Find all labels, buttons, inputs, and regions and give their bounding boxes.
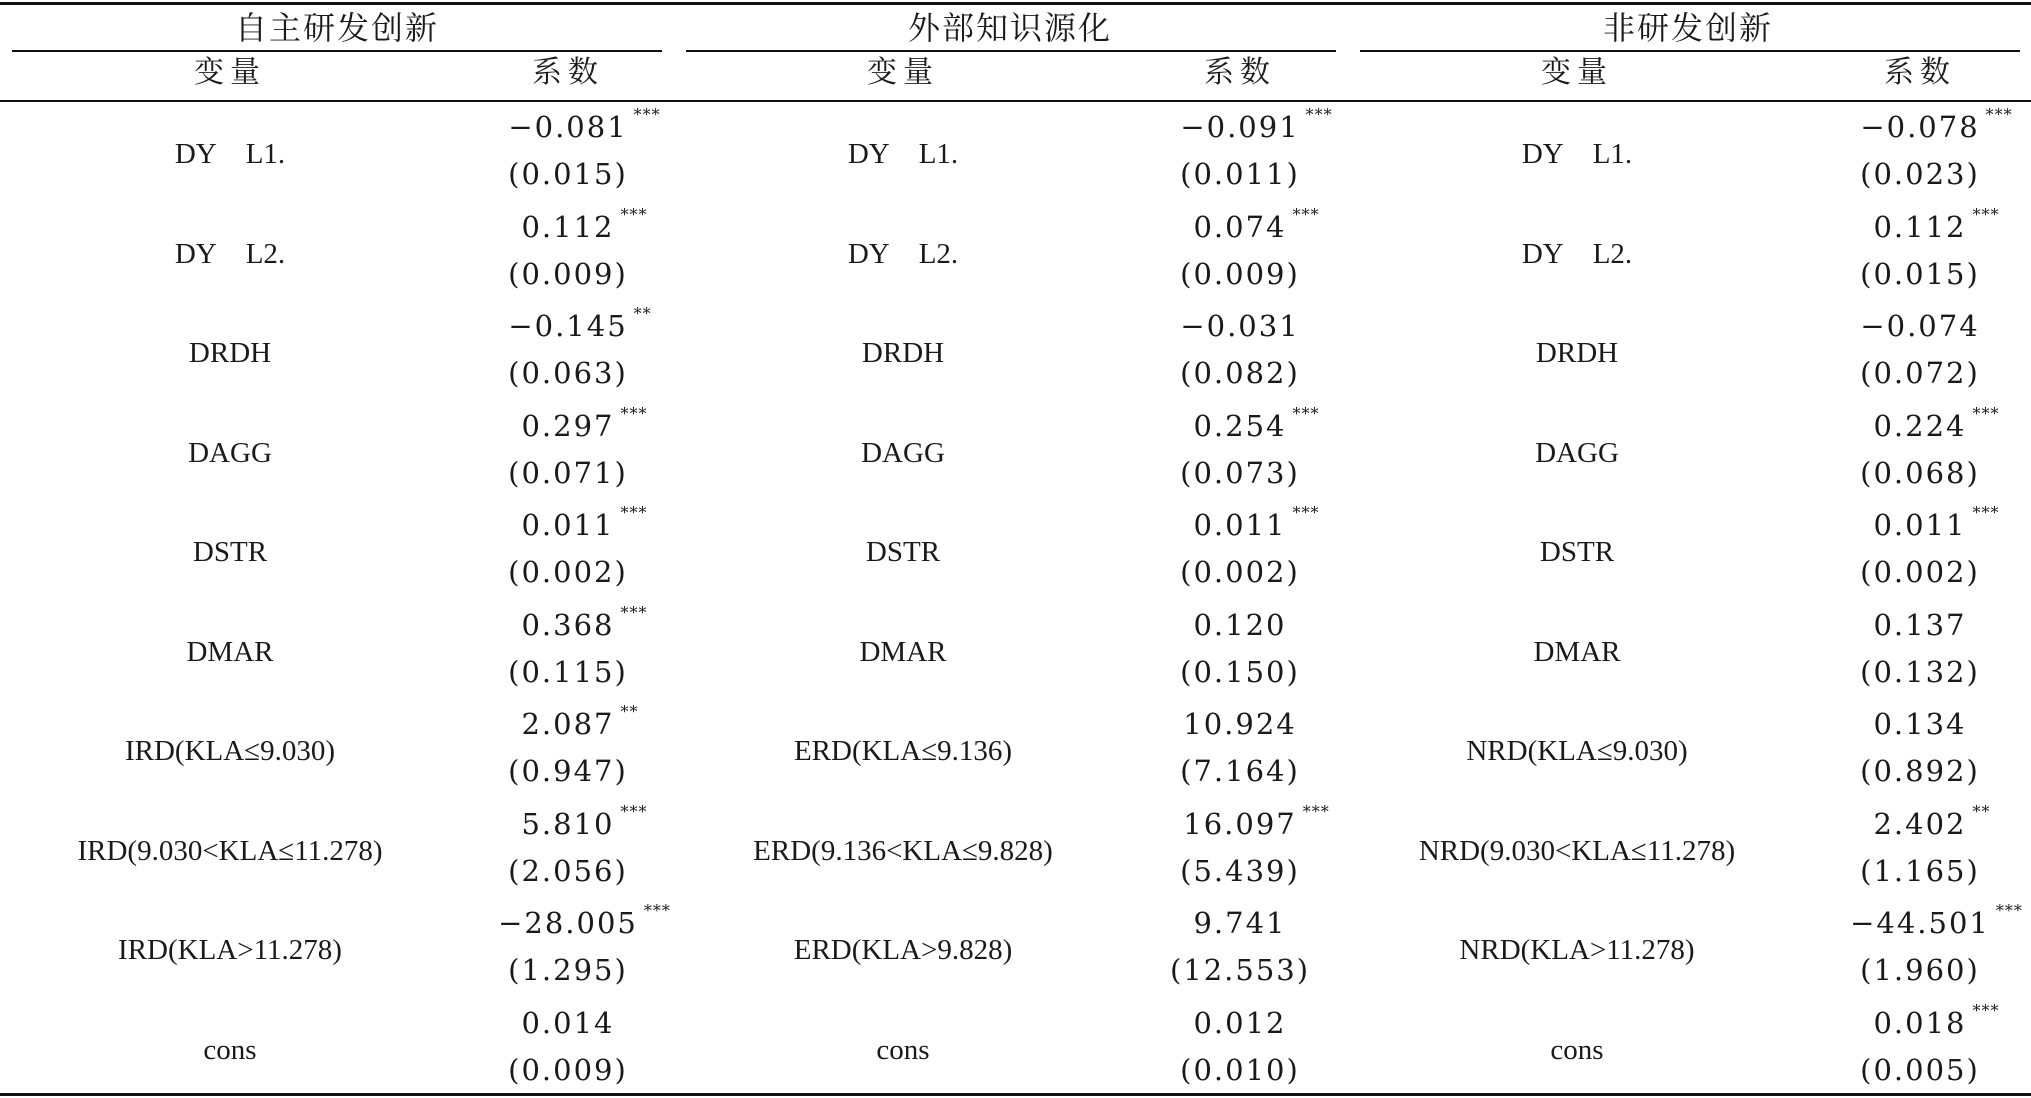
- standard-error: (0.010): [1180, 1052, 1300, 1087]
- standard-error: (0.023): [1860, 157, 1980, 191]
- group-underline-3: [1360, 50, 2020, 52]
- significance-stars: ***: [1305, 105, 1333, 124]
- coefficient-number: −0.074: [1860, 309, 1980, 343]
- standard-error: (0.011): [1180, 157, 1300, 191]
- significance-stars: ***: [1292, 204, 1320, 224]
- variable-name: DSTR: [1539, 536, 1615, 568]
- variable-name: ERD(KLA>9.828): [793, 934, 1013, 966]
- significance-stars: ***: [1972, 1000, 2000, 1020]
- group-underline-1: [12, 50, 662, 52]
- coefficient-value: [521, 702, 639, 741]
- standard-error: (1.960): [1860, 953, 1980, 987]
- coefficient-number: −44.501: [1850, 906, 1990, 940]
- standard-error: (1.165): [1860, 853, 1980, 888]
- group-title-independent-rd: 自主研发创新: [234, 9, 440, 47]
- standard-error: (0.150): [1180, 654, 1300, 689]
- coefficient-number: 16.097: [1183, 806, 1297, 841]
- significance-stars: **: [633, 304, 652, 323]
- significance-stars: ***: [633, 105, 661, 124]
- header-coefficient-3: 系数: [1884, 55, 1956, 90]
- coefficient-value: [1873, 403, 2000, 443]
- standard-error: (0.009): [508, 1052, 628, 1087]
- variable-name: ERD(9.136<KLA≤9.828): [753, 834, 1053, 867]
- header-rule: [0, 100, 2031, 102]
- variable-name: DY L2.: [174, 237, 286, 270]
- coefficient-number: 0.120: [1193, 607, 1287, 642]
- coefficient-number: 0.368: [521, 607, 615, 642]
- coefficient-number: −28.005: [498, 906, 638, 940]
- coefficient-value: [521, 1005, 615, 1040]
- significance-stars: ***: [643, 901, 671, 920]
- significance-stars: ***: [1292, 403, 1320, 423]
- significance-stars: ***: [1972, 503, 2000, 522]
- coefficient-number: 0.011: [521, 508, 615, 542]
- standard-error: (0.002): [1180, 555, 1300, 589]
- standard-error: (1.295): [508, 953, 628, 987]
- significance-stars: **: [620, 702, 639, 721]
- coefficient-value: [521, 602, 648, 642]
- variable-name: NRD(KLA>11.278): [1459, 934, 1695, 966]
- variable-name: DMAR: [1533, 635, 1621, 668]
- coefficient-value: [1193, 906, 1287, 940]
- coefficient-value: [1193, 403, 1320, 443]
- coefficient-value: [521, 204, 648, 244]
- coefficient-value: [1860, 309, 1980, 343]
- significance-stars: ***: [620, 801, 648, 821]
- standard-error: (0.892): [1860, 754, 1980, 788]
- coefficient-number: 0.112: [1873, 209, 1967, 244]
- standard-error: (0.068): [1860, 455, 1980, 490]
- variable-name: DAGG: [1535, 436, 1619, 469]
- coefficient-value: [1873, 204, 2000, 244]
- coefficient-value: [1873, 607, 1967, 642]
- coefficient-value: [1193, 1005, 1287, 1040]
- coefficient-number: 0.012: [1193, 1005, 1287, 1040]
- coefficient-number: 0.011: [1193, 508, 1287, 542]
- variable-name: NRD(9.030<KLA≤11.278): [1418, 834, 1736, 867]
- coefficient-value: [1183, 707, 1297, 741]
- coefficient-number: 0.137: [1873, 607, 1967, 642]
- coefficient-value: [498, 901, 671, 940]
- coefficient-value: [1193, 503, 1320, 542]
- variable-name: DRDH: [1535, 337, 1619, 369]
- standard-error: (5.439): [1180, 853, 1300, 888]
- coefficient-number: 9.741: [1193, 906, 1287, 940]
- variable-name: cons: [203, 1033, 257, 1066]
- coefficient-value: [508, 304, 652, 343]
- coefficient-value: [1873, 1000, 2000, 1040]
- coefficient-value: [521, 801, 648, 841]
- coefficient-number: 0.224: [1873, 408, 1967, 443]
- standard-error: (0.009): [508, 256, 628, 291]
- standard-error: (0.002): [508, 555, 628, 589]
- standard-error: (2.056): [508, 853, 628, 888]
- header-variable-3: 变量: [1541, 55, 1613, 90]
- variable-name: cons: [876, 1033, 930, 1066]
- significance-stars: ***: [1972, 403, 2000, 423]
- coefficient-value: [1850, 901, 2023, 940]
- group-title-non-rd: 非研发创新: [1602, 9, 1774, 47]
- standard-error: (0.071): [508, 455, 628, 490]
- header-coefficient-1: 系数: [532, 55, 604, 90]
- coefficient-value: [1180, 309, 1300, 343]
- coefficient-value: [1860, 105, 2013, 144]
- variable-name: DAGG: [188, 436, 272, 469]
- coefficient-number: −0.081: [508, 110, 628, 144]
- coefficient-number: 0.074: [1193, 209, 1287, 244]
- variable-name: cons: [1550, 1033, 1604, 1066]
- standard-error: (0.082): [1180, 356, 1300, 390]
- variable-name: DY L2.: [847, 237, 959, 270]
- group-title-external-knowledge: 外部知识源化: [907, 9, 1113, 47]
- variable-name: DMAR: [859, 635, 947, 668]
- coefficient-number: −0.091: [1180, 110, 1300, 144]
- variable-name: DY L1.: [847, 138, 959, 170]
- coefficient-number: 0.112: [521, 209, 615, 244]
- coefficient-number: −0.031: [1180, 309, 1300, 343]
- variable-name: IRD(KLA>11.278): [118, 934, 342, 966]
- coefficient-number: −0.145: [508, 309, 628, 343]
- header-coefficient-2: 系数: [1204, 55, 1276, 90]
- standard-error: (0.947): [508, 754, 628, 788]
- header-variable-2: 变量: [867, 55, 939, 90]
- coefficient-number: 2.402: [1873, 806, 1967, 841]
- standard-error: (0.072): [1860, 356, 1980, 390]
- significance-stars: ***: [620, 403, 648, 423]
- variable-name: DRDH: [861, 337, 945, 369]
- standard-error: (0.009): [1180, 256, 1300, 291]
- coefficient-value: [1193, 607, 1287, 642]
- coefficient-value: [1873, 801, 1991, 841]
- coefficient-value: [521, 503, 648, 542]
- coefficient-number: −0.078: [1860, 110, 1980, 144]
- significance-stars: ***: [620, 503, 648, 522]
- coefficient-number: 0.297: [521, 408, 615, 443]
- standard-error: (0.063): [508, 356, 628, 390]
- variable-name: DSTR: [865, 536, 941, 568]
- coefficient-value: [1193, 204, 1320, 244]
- significance-stars: ***: [1995, 901, 2023, 920]
- significance-stars: ***: [620, 204, 648, 224]
- coefficient-number: 5.810: [521, 806, 615, 841]
- significance-stars: ***: [1985, 105, 2013, 124]
- bottom-rule: [0, 1093, 2031, 1096]
- standard-error: (0.015): [1860, 256, 1980, 291]
- header-variable-1: 变量: [194, 55, 266, 90]
- significance-stars: ***: [1292, 503, 1320, 522]
- variable-name: IRD(9.030<KLA≤11.278): [77, 834, 383, 867]
- variable-name: DY L2.: [1521, 237, 1633, 270]
- standard-error: (0.115): [508, 654, 628, 689]
- variable-name: NRD(KLA≤9.030): [1466, 735, 1688, 767]
- standard-error: (7.164): [1180, 754, 1300, 788]
- top-rule: [0, 2, 2031, 5]
- coefficient-number: 2.087: [521, 707, 615, 741]
- coefficient-value: [1873, 503, 2000, 542]
- coefficient-number: 10.924: [1183, 707, 1297, 741]
- coefficient-value: [1180, 105, 1333, 144]
- coefficient-number: 0.014: [521, 1005, 615, 1040]
- variable-name: DSTR: [192, 536, 268, 568]
- coefficient-value: [1183, 801, 1330, 841]
- significance-stars: ***: [620, 602, 648, 622]
- coefficient-number: 0.134: [1873, 707, 1967, 741]
- variable-name: ERD(KLA≤9.136): [793, 735, 1013, 767]
- coefficient-number: 0.254: [1193, 408, 1287, 443]
- coefficient-value: [508, 105, 661, 144]
- standard-error: (0.002): [1860, 555, 1980, 589]
- standard-error: (0.015): [508, 157, 628, 191]
- significance-stars: ***: [1302, 801, 1330, 821]
- coefficient-value: [521, 403, 648, 443]
- standard-error: (0.132): [1860, 654, 1980, 689]
- coefficient-value: [1873, 707, 1967, 741]
- standard-error: (0.073): [1180, 455, 1300, 490]
- variable-name: DAGG: [861, 436, 945, 469]
- coefficient-number: 0.018: [1873, 1005, 1967, 1040]
- group-underline-2: [686, 50, 1336, 52]
- variable-name: DMAR: [186, 635, 274, 668]
- coefficient-number: 0.011: [1873, 508, 1967, 542]
- variable-name: IRD(KLA≤9.030): [124, 735, 336, 767]
- variable-name: DY L1.: [174, 138, 286, 170]
- standard-error: (12.553): [1169, 953, 1311, 987]
- significance-stars: **: [1972, 801, 1991, 821]
- variable-name: DY L1.: [1521, 138, 1633, 170]
- variable-name: DRDH: [188, 337, 272, 369]
- significance-stars: ***: [1972, 204, 2000, 224]
- standard-error: (0.005): [1860, 1052, 1980, 1087]
